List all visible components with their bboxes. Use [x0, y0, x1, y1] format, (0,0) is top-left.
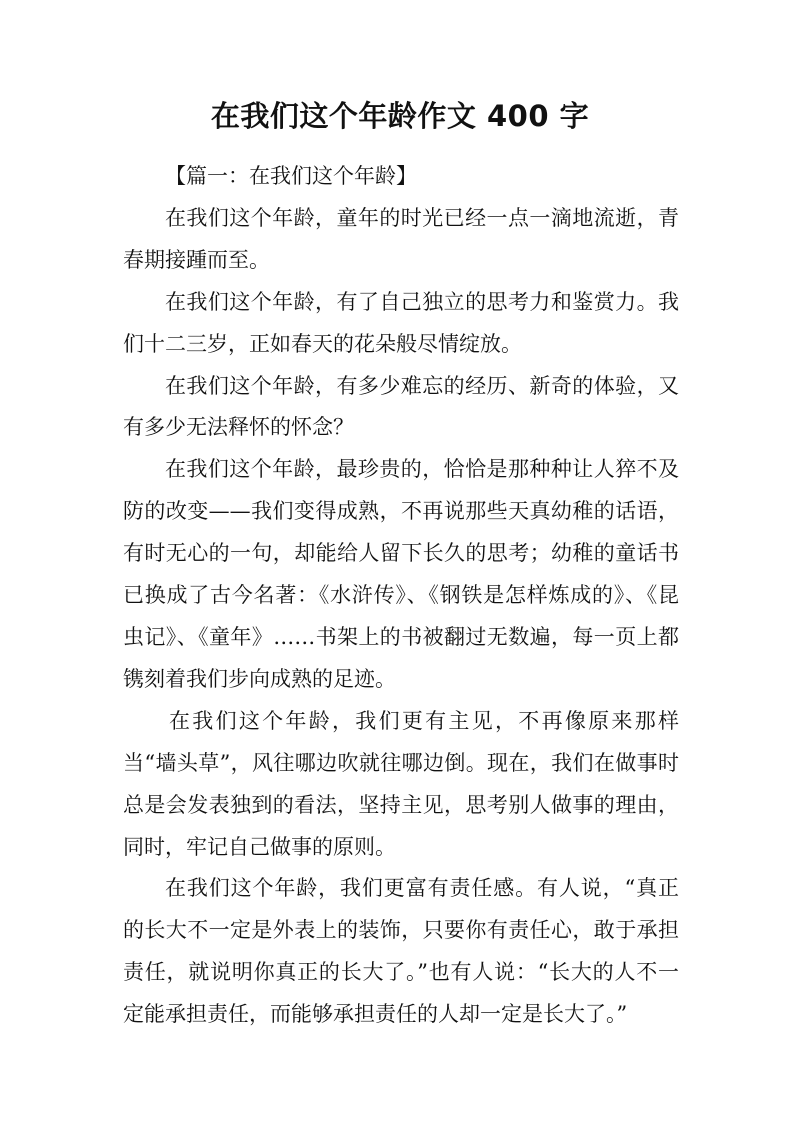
- paragraph: 在我们这个年龄，童年的时光已经一点一滴地流逝，青春期接踵而至。: [123, 205, 679, 272]
- paragraph: 在我们这个年龄，最珍贵的，恰恰是那种种让人猝不及防的改变——我们变得成熟，不再说那些天真幼稚的话语，有时无心的一句，却能给人留下长久的思考；幼稚的童话书已换成了古今名著：《水浒传》、《钢铁是怎样炼成的》、《昆虫记》、《童年》……书架上的书被翻过无数遍，每一页上都镌刻着我们步向成熟的足迹。: [123, 457, 679, 691]
- paragraph: 在我们这个年龄，有了自己独立的思考力和鉴赏力。我们十二三岁，正如春天的花朵般尽情绽放。: [123, 289, 679, 356]
- paragraph: 在我们这个年龄，有多少难忘的经历、新奇的体验，又有多少无法释怀的怀念？: [123, 373, 679, 440]
- section-heading: 【篇一：在我们这个年龄】: [165, 164, 417, 188]
- document-title: 在我们这个年龄作文 400 字: [210, 99, 590, 133]
- document-body: [123, 156, 679, 1036]
- paragraph: 在我们这个年龄，我们更富有责任感。有人说，“真正的长大不一定是外表上的装饰，只要你有责任心，敢于承担责任，就说明你真正的长大了。”也有人说：“长大的人不一定能承担责任，而能够承担责任的人却一定是长大了。”: [123, 876, 679, 1027]
- paragraph: 在我们这个年龄，我们更有主见，不再像原来那样当“墙头草”，风往哪边吹就往哪边倒。现在，我们在做事时总是会发表独到的看法，坚持主见，思考别人做事的理由，同时，牢记自己做事的原则。: [123, 708, 679, 859]
